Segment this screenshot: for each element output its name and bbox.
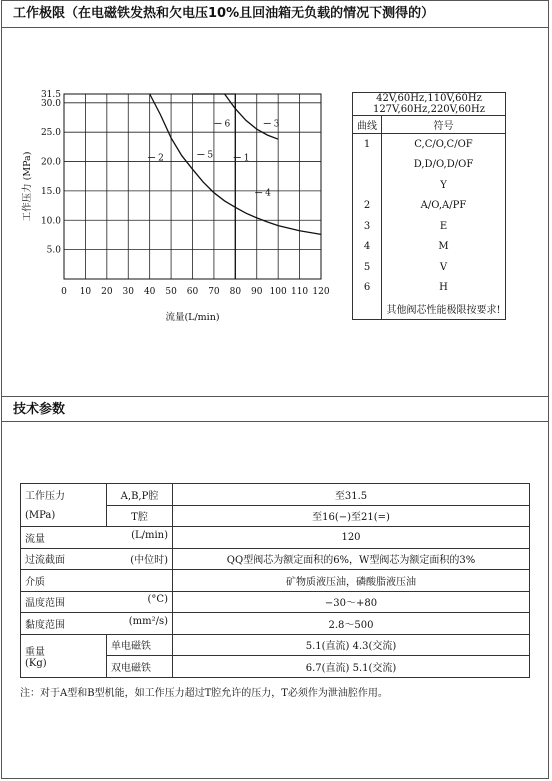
x-tick-label: 40	[143, 287, 156, 297]
spec-double-label: 双电磁铁	[107, 656, 173, 678]
x-tick-label: 120	[312, 287, 330, 297]
spec-temp-label: 温度范围	[25, 598, 65, 610]
spec-flow-val: 120	[173, 527, 530, 549]
curve-label: 2	[158, 153, 164, 164]
x-tick-label: 0	[61, 287, 67, 297]
curve-label: 1	[243, 153, 250, 164]
chart-curves	[150, 94, 321, 279]
y-tick-label: 5.0	[46, 245, 61, 256]
y-tick-label: 20.0	[40, 157, 61, 168]
x-tick-label: 90	[251, 287, 263, 297]
legend-curve: 6	[353, 278, 382, 299]
spec-visc-val: 2.8～500	[173, 613, 530, 635]
legend-col-symbol: 符号	[382, 116, 506, 134]
spec-val-t: 至16(−)至21(=)	[173, 505, 530, 527]
spec-area-label: 过流截面	[25, 555, 65, 567]
spec-flow-cell	[21, 527, 173, 549]
curve-label: 5	[207, 150, 214, 161]
curve-label: 4	[265, 188, 271, 199]
spec-single-val: 5.1(直流) 4.3(交流)	[173, 634, 530, 656]
legend-symbol: M	[438, 241, 449, 253]
x-tick-label: 100	[269, 287, 287, 297]
legend-footer: 其他阀芯性能极限按要求!	[386, 304, 501, 316]
spec-area-val: QQ型阀芯为额定面积的6%，W型阀芯为额定面积的3%	[173, 548, 530, 570]
legend-header	[353, 93, 506, 116]
spec-table	[20, 483, 530, 678]
spec-pressure-label: 工作压力	[21, 484, 107, 506]
x-tick-label: 110	[290, 287, 309, 297]
legend-header-line1: 42V,60Hz,110V,60Hz	[376, 93, 482, 104]
y-tick-label: 30.0	[40, 98, 61, 109]
legend-symbol: A/O,A/PF	[420, 200, 467, 212]
x-tick-label: 80	[229, 287, 242, 297]
x-tick-label: 70	[208, 287, 220, 297]
chart-grid	[64, 94, 321, 279]
spec-single-label: 单电磁铁	[107, 634, 173, 656]
y-tick-label: 15.0	[40, 186, 61, 197]
legend-symbol: Y	[440, 179, 447, 191]
spec-temp-unit: (°C)	[147, 594, 168, 606]
spec-weight-label: 重量	[25, 646, 45, 658]
legend-curve	[353, 155, 382, 176]
x-tick-label: 10	[79, 287, 92, 297]
legend-curve: 5	[353, 257, 382, 278]
legend-curve: 4	[353, 237, 382, 258]
spec-pressure-unit: (MPa)	[21, 505, 107, 527]
spec-weight-unit: (Kg)	[25, 657, 47, 669]
legend-curve: 3	[353, 216, 382, 237]
x-axis-title: 流量(L/min)	[165, 312, 220, 323]
curve-label: 6	[224, 119, 231, 130]
curve-label: 3	[273, 119, 280, 130]
spec-medium-label: 介质	[21, 570, 173, 592]
spec-temp-val: −30～+80	[173, 591, 530, 613]
spec-double-val: 6.7(直流) 5.1(交流)	[173, 656, 530, 678]
legend-table	[352, 92, 506, 320]
legend-header-line2: 127V,60Hz,220V,60Hz	[372, 104, 486, 115]
spec-weight-cell	[21, 634, 107, 677]
legend-col-curve: 曲线	[353, 116, 382, 134]
x-tick-label: 50	[165, 287, 177, 297]
legend-symbol: H	[439, 282, 448, 294]
spec-flow-unit: (L/min)	[131, 529, 168, 541]
spec-flow-label: 流量	[25, 533, 45, 545]
performance-chart	[20, 80, 360, 380]
spec-val-abp: 至31.5	[173, 484, 530, 506]
spec-medium-val: 矿物质液压油，磷酸脂液压油	[173, 570, 530, 592]
spec-temp-cell	[21, 591, 173, 613]
legend-symbol: V	[439, 261, 448, 273]
legend-curve: 1	[353, 134, 382, 155]
legend-curve: 2	[353, 196, 382, 217]
y-axis-title: 工作压力 (MPa)	[22, 151, 33, 222]
y-tick-label: 10.0	[40, 216, 61, 227]
spec-port-abp: A,B,P腔	[107, 484, 173, 506]
footnote: 注：对于A型和B型机能，如工作压力超过T腔允许的压力，T必须作为泄油腔作用。	[20, 688, 388, 699]
section-title-specs: 技术参数	[1, 396, 549, 422]
section-title-limits: 工作极限（在电磁铁发热和欠电压10%且回油箱无负载的情况下测得的）	[1, 0, 549, 28]
y-tick-label: 31.5	[40, 90, 61, 100]
legend-symbol: C,C/O,C/OF	[414, 138, 473, 150]
legend-symbol: D,D/O,D/OF	[413, 159, 474, 171]
x-tick-label: 60	[186, 287, 199, 297]
spec-visc-label: 黏度范围	[25, 619, 65, 631]
spec-visc-unit: (mm²/s)	[128, 615, 168, 627]
legend-symbol: E	[439, 220, 448, 232]
legend-curve	[353, 175, 382, 196]
spec-port-t: T腔	[107, 505, 173, 527]
spec-area-unit: (中位时)	[130, 555, 168, 567]
x-tick-label: 30	[122, 287, 134, 297]
spec-visc-cell	[21, 613, 173, 635]
y-tick-label: 25.0	[40, 128, 61, 139]
x-tick-label: 20	[101, 287, 113, 297]
chart-labels	[21, 90, 330, 323]
spec-area-cell	[21, 548, 173, 570]
